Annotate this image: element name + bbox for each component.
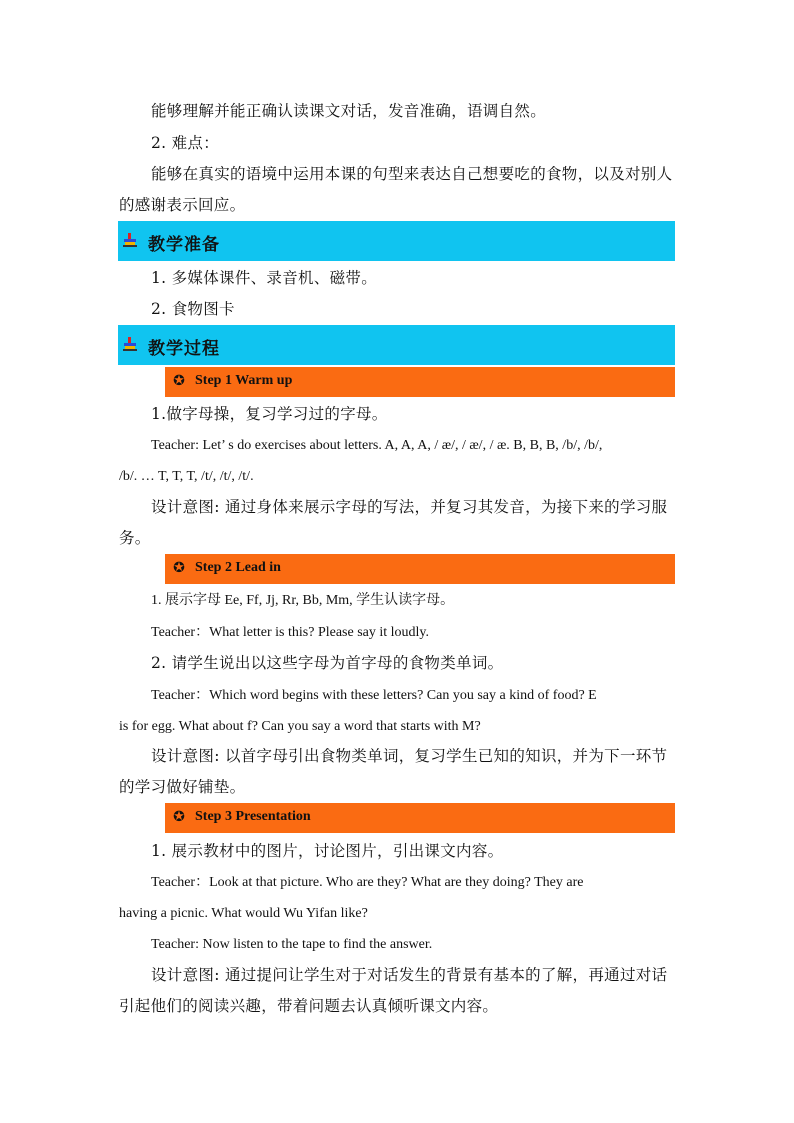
paragraph-line: 能够在真实的语境中运用本课的句型来表达自己想要吃的食物，以及对别人 — [151, 165, 673, 183]
step-header-3 — [165, 803, 675, 833]
paragraph-line: 设计意图: 以首字母引出食物类单词，复习学生已知的知识，并为下一环节 — [151, 747, 668, 765]
paragraph-line: Teacher：What letter is this? Please say it loudly. — [151, 625, 430, 640]
section-title: 教学准备 — [148, 235, 220, 255]
paragraph-line: Teacher: Let’ s do exercises about letters. A, A, A, / æ/, / æ/, / æ. B, B, B, /b/, /b/, — [151, 438, 603, 453]
circled-star-icon: ✪ — [173, 373, 185, 389]
paragraph-line: 1. 多媒体课件、录音机、磁带。 — [151, 269, 378, 287]
paragraph-line: 2. 难点： — [151, 134, 220, 152]
paragraph-line: 务。 — [119, 529, 151, 547]
paragraph-line: is for egg. What about f? Can you say a word that starts with M? — [119, 719, 481, 734]
paragraph-line: 1. 展示字母 Ee, Ff, Jj, Rr, Bb, Mm, 学生认读字母。 — [151, 593, 455, 608]
paragraph-line: 1.做字母操，复习学习过的字母。 — [151, 405, 388, 423]
paragraph-line: 1. 展示教材中的图片，讨论图片，引出课文内容。 — [151, 842, 504, 860]
circled-star-icon: ✪ — [173, 560, 185, 576]
step-title: Step 1 Warm up — [195, 373, 293, 388]
paragraph-line: Teacher：Which word begins with these letters? Can you say a kind of food? E — [151, 688, 597, 703]
paragraph-line: Teacher：Look at that picture. Who are they? What are they doing? They are — [151, 875, 584, 890]
paragraph-line: 设计意图: 通过提问让学生对于对话发生的背景有基本的了解，再通过对话 — [151, 966, 668, 984]
step-header-2 — [165, 554, 675, 584]
step-title: Step 2 Lead in — [195, 560, 281, 575]
book-stack-icon — [123, 233, 137, 247]
paragraph-line: 2. 食物图卡 — [151, 300, 235, 318]
paragraph-line: Teacher: Now listen to the tape to find the answer. — [151, 937, 433, 952]
paragraph-line: 设计意图: 通过身体来展示字母的写法，并复习其发音，为接下来的学习服 — [151, 498, 668, 516]
book-stack-icon — [123, 337, 137, 351]
paragraph-line: having a picnic. What would Wu Yifan like? — [119, 906, 368, 921]
paragraph-line: 2. 请学生说出以这些字母为首字母的食物类单词。 — [151, 654, 504, 672]
section-header-prep — [118, 221, 675, 261]
paragraph-line: 能够理解并能正确认读课文对话，发音准确，语调自然。 — [151, 102, 547, 120]
step-header-1 — [165, 367, 675, 397]
paragraph-line: 引起他们的阅读兴趣，带着问题去认真倾听课文内容。 — [119, 997, 499, 1015]
section-header-process — [118, 325, 675, 365]
paragraph-line: 的感谢表示回应。 — [119, 196, 246, 214]
section-title: 教学过程 — [148, 339, 220, 359]
paragraph-line: 的学习做好铺垫。 — [119, 778, 246, 796]
paragraph-line: /b/. … T, T, T, /t/, /t/, /t/. — [119, 469, 254, 484]
step-title: Step 3 Presentation — [195, 809, 311, 824]
circled-star-icon: ✪ — [173, 809, 185, 825]
